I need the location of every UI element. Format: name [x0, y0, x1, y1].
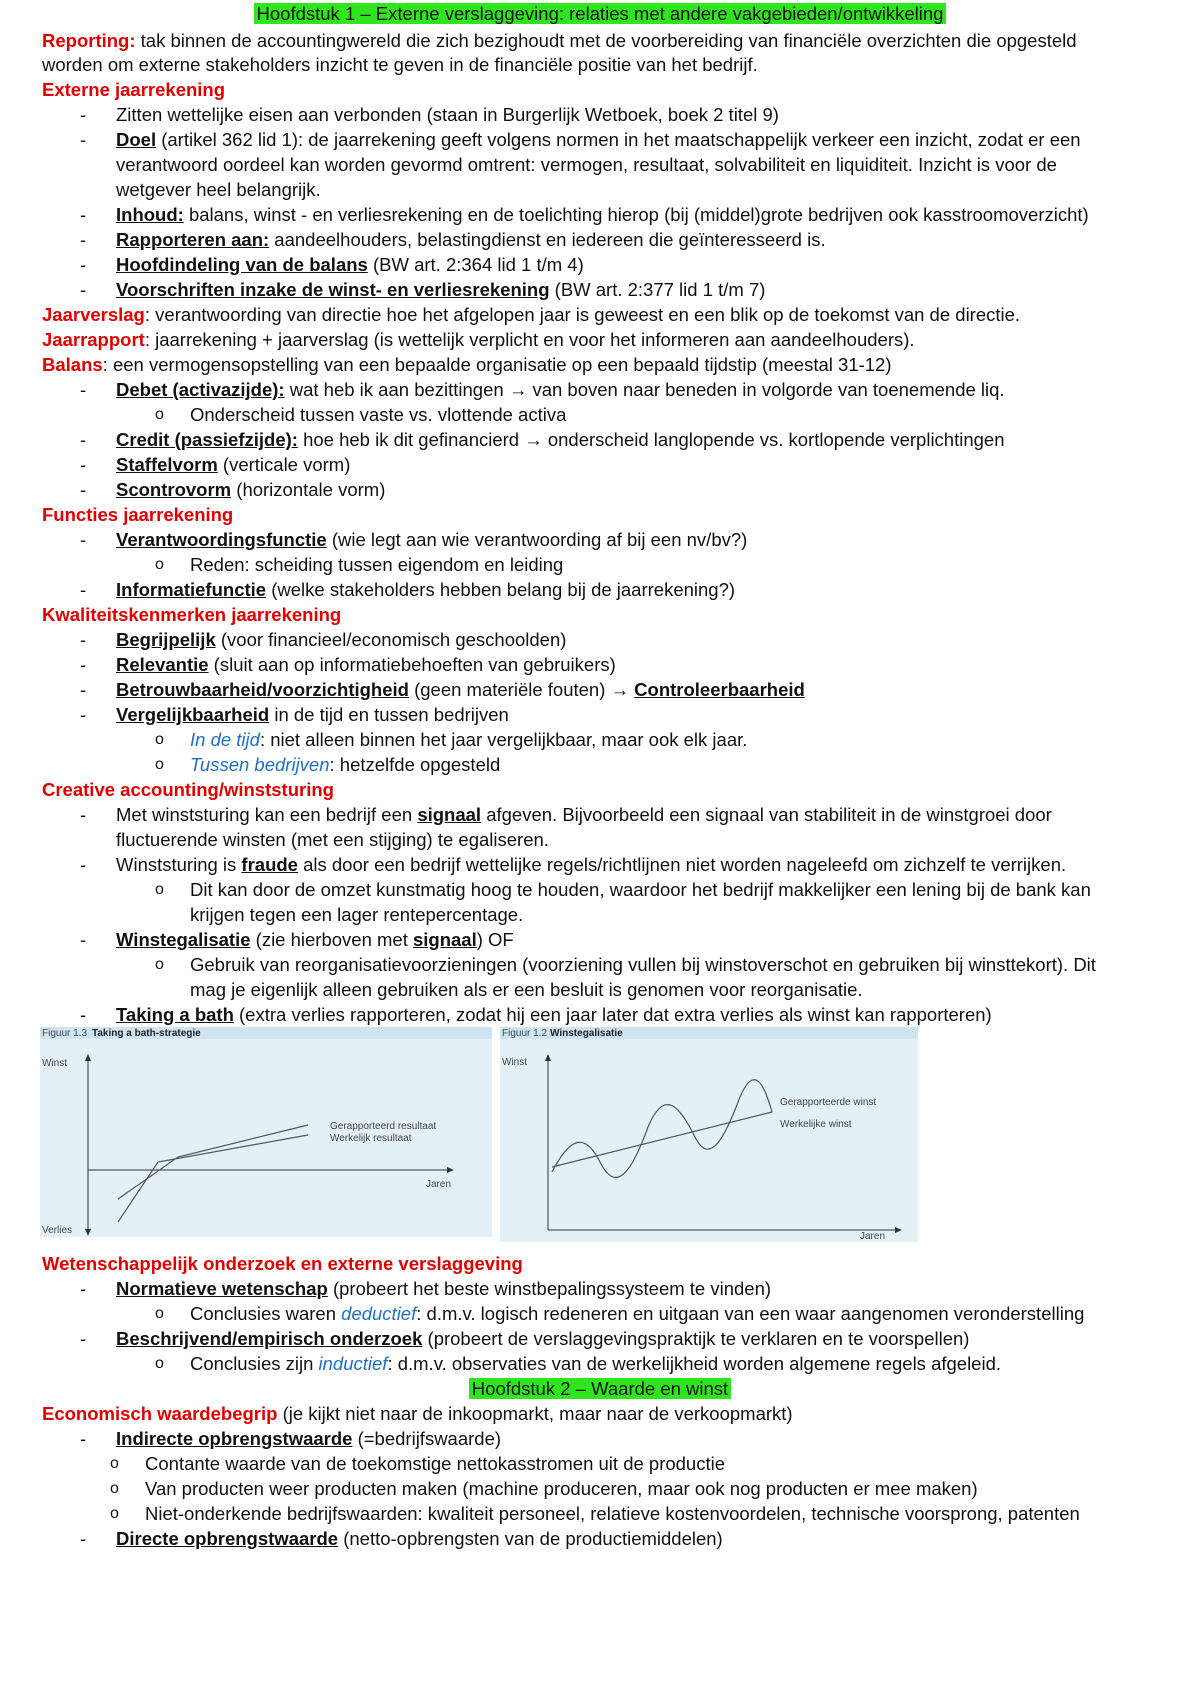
sub-list-item: o In de tijd: niet alleen binnen het jaar vergelijkbaar, maar ook elk jaar. — [155, 729, 748, 750]
sub-list-item: o Tussen bedrijven: hetzelfde opgesteld — [155, 754, 501, 775]
reporting-line-2: worden om externe stakeholders inzicht te geven in de financiële positie van het bedrijf. — [42, 54, 758, 75]
heading-creative-accounting: Creative accounting/winststuring — [42, 779, 334, 800]
heading-wetenschappelijk-onderzoek: Wetenschappelijk onderzoek en externe verslaggeving — [42, 1253, 523, 1274]
list-item: - Vergelijkbaarheid in de tijd en tussen bedrijven — [80, 704, 509, 725]
figure-taking-a-bath-svg — [40, 1027, 492, 1237]
list-item-continued: verantwoord oordeel kan worden gevormd omtrent: vermogen, resultaat, solvabiliteit en liquiditeit. Inzicht is voor de — [116, 154, 1057, 175]
list-item: - Met winststuring kan een bedrijf een signaal afgeven. Bijvoorbeeld een signaal van stabiliteit in de winstgroei door — [80, 804, 1052, 825]
legend-werkelijk: Werkelijk resultaat — [330, 1133, 412, 1144]
economisch-waardebegrip-line: Economisch waardebegrip (je kijkt niet naar de inkoopmarkt, maar naar de verkoopmarkt) — [42, 1403, 793, 1424]
list-item-continued: fluctuerende winsten (met een stijging) te egaliseren. — [116, 829, 549, 850]
heading-functies-jaarrekening: Functies jaarrekening — [42, 504, 234, 525]
sub-list-item: o Van producten weer producten maken (machine produceren, maar ook nog producten er mee maken) — [110, 1478, 978, 1499]
axis-label-verlies: Verlies — [42, 1225, 73, 1236]
list-item: - Debet (activazijde): wat heb ik aan bezittingen → van boven naar beneden in volgorde van toenemende liq. — [80, 379, 1005, 400]
figure-winstegalisatie — [500, 1027, 918, 1242]
sub-list-item: o Conclusies zijn inductief: d.m.v. observaties van de werkelijkheid worden algemene regels afgeleid. — [155, 1353, 1002, 1374]
list-item: - Directe opbrengstwaarde (netto-opbrengsten van de productiemiddelen) — [80, 1528, 723, 1549]
figure-caption-number: Figuur 1.3 — [42, 1028, 88, 1039]
sub-list-item: o Gebruik van reorganisatievoorzieningen (voorziening vullen bij winstoverschot en gebruiken bij winsttekort). Dit — [155, 954, 1096, 975]
axis-label-jaren: Jaren — [426, 1179, 452, 1190]
x-axis-arrow-icon — [895, 1227, 902, 1233]
y-axis-arrow-up-icon — [85, 1054, 91, 1061]
list-item: - Indirecte opbrengstwaarde (=bedrijfswaarde) — [80, 1428, 502, 1449]
list-item: - Winstegalisatie (zie hierboven met signaal) OF — [80, 929, 514, 950]
list-item: - Informatiefunctie (welke stakeholders hebben belang bij de jaarrekening?) — [80, 579, 736, 600]
reporting-line-1: Reporting: tak binnen de accountingwereld die zich bezighoudt met de voorbereiding van financiële overzichten die opgesteld — [42, 30, 1077, 51]
list-item: - Relevantie (sluit aan op informatiebehoeften van gebruikers) — [80, 654, 616, 675]
figure-caption-title: Taking a bath-strategie — [92, 1028, 201, 1039]
list-item: - Rapporteren aan: aandeelhouders, belastingdienst en iedereen die geïnteresseerd is. — [80, 229, 826, 250]
sub-list-item-continued: mag je eigenlijk alleen gebruiken als er een besluit is genomen voor reorganisatie. — [190, 979, 863, 1000]
legend-gerapporteerd: Gerapporteerd resultaat — [330, 1121, 437, 1132]
series-gerapporteerde-winst — [552, 1112, 772, 1167]
figure-taking-a-bath — [40, 1027, 492, 1237]
axis-label-jaren: Jaren — [860, 1231, 886, 1242]
heading-kwaliteitskenmerken: Kwaliteitskenmerken jaarrekening — [42, 604, 342, 625]
figure-caption-number: Figuur 1.2 — [502, 1028, 548, 1039]
list-item: - Inhoud: balans, winst - en verliesrekening en de toelichting hierop (bij (middel)grote bedrijven ook kasstroomoverzicht) — [80, 204, 1089, 225]
list-item-continued: wetgever heel belangrijk. — [116, 179, 321, 200]
y-axis-arrow-up-icon — [545, 1054, 551, 1061]
balans-line: Balans: een vermogensopstelling van een bepaalde organisatie op een bepaald tijdstip (meestal 31-12) — [42, 354, 892, 375]
axis-label-winst: Winst — [42, 1058, 67, 1069]
y-axis-arrow-down-icon — [85, 1229, 91, 1236]
list-item: - Winststuring is fraude als door een bedrijf wettelijke regels/richtlijnen niet worden nageleefd om zichzelf te verrijken. — [80, 854, 1067, 875]
list-item: - Voorschriften inzake de winst- en verliesrekening (BW art. 2:377 lid 1 t/m 7) — [80, 279, 766, 300]
legend-werkelijk: Werkelijke winst — [780, 1119, 852, 1130]
axis-label-winst: Winst — [502, 1057, 527, 1068]
chapter-2-title: Hoofdstuk 2 – Waarde en winst — [0, 1375, 1200, 1402]
sub-list-item: o Conclusies waren deductief: d.m.v. logisch redeneren en uitgaan van een waar aangenomen veronderstelling — [155, 1303, 1085, 1324]
x-axis-arrow-icon — [447, 1167, 454, 1173]
chapter-1-title: Hoofdstuk 1 – Externe verslaggeving: relaties met andere vakgebieden/ontwikkeling — [0, 0, 1200, 27]
series-gerapporteerd-resultaat — [118, 1125, 308, 1199]
sub-list-item: o Reden: scheiding tussen eigendom en leiding — [155, 554, 564, 575]
series-werkelijke-winst — [552, 1080, 772, 1178]
sub-list-item: o Contante waarde van de toekomstige nettokasstromen uit de productie — [110, 1453, 726, 1474]
list-item: - Scontrovorm (horizontale vorm) — [80, 479, 386, 500]
list-item: - Verantwoordingsfunctie (wie legt aan wie verantwoording af bij een nv/bv?) — [80, 529, 748, 550]
sub-list-item: o Onderscheid tussen vaste vs. vlottende activa — [155, 404, 567, 425]
list-item: - Hoofdindeling van de balans (BW art. 2:364 lid 1 t/m 4) — [80, 254, 584, 275]
sub-list-item-continued: krijgen tegen een lager rentepercentage. — [190, 904, 524, 925]
figure-caption-title: Winstegalisatie — [550, 1028, 623, 1039]
list-item: - Normatieve wetenschap (probeert het beste winstbepalingssysteem te vinden) — [80, 1278, 772, 1299]
list-item: - Staffelvorm (verticale vorm) — [80, 454, 351, 475]
list-item: - Beschrijvend/empirisch onderzoek (probeert de verslaggevingspraktijk te verklaren en te voorspellen) — [80, 1328, 970, 1349]
list-item: - Zitten wettelijke eisen aan verbonden (staan in Burgerlijk Wetboek, boek 2 titel 9) — [80, 104, 779, 125]
sub-list-item: o Niet-onderkende bedrijfswaarden: kwaliteit personeel, relatieve kostenvoordelen, technische voorsprong, patenten — [110, 1503, 1080, 1524]
list-item: - Taking a bath (extra verlies rapporteren, zodat hij een jaar later dat extra verlies als winst kan rapporteren) — [80, 1004, 992, 1025]
jaarverslag-line: Jaarverslag: verantwoording van directie hoe het afgelopen jaar is geweest en een blik op de toekomst van de directie. — [42, 304, 1021, 325]
legend-gerapporteerd: Gerapporteerde winst — [780, 1097, 877, 1108]
list-item: - Credit (passiefzijde): hoe heb ik dit gefinancierd → onderscheid langlopende vs. kortlopende verplichtingen — [80, 429, 1005, 450]
jaarrapport-line: Jaarrapport: jaarrekening + jaarverslag (is wettelijk verplicht en voor het informeren aan aandeelhouders). — [42, 329, 915, 350]
list-item: - Begrijpelijk (voor financieel/economisch geschoolden) — [80, 629, 567, 650]
list-item: - Doel (artikel 362 lid 1): de jaarrekening geeft volgens normen in het maatschappelijk verkeer een inzicht, zodat er een — [80, 129, 1081, 150]
heading-externe-jaarrekening: Externe jaarrekening — [42, 79, 226, 100]
figure-winstegalisatie-svg — [500, 1027, 918, 1242]
list-item: - Betrouwbaarheid/voorzichtigheid (geen materiële fouten) → Controleerbaarheid — [80, 679, 805, 700]
sub-list-item: o Dit kan door de omzet kunstmatig hoog te houden, waardoor het bedrijf makkelijker een lening bij de bank kan — [155, 879, 1091, 900]
